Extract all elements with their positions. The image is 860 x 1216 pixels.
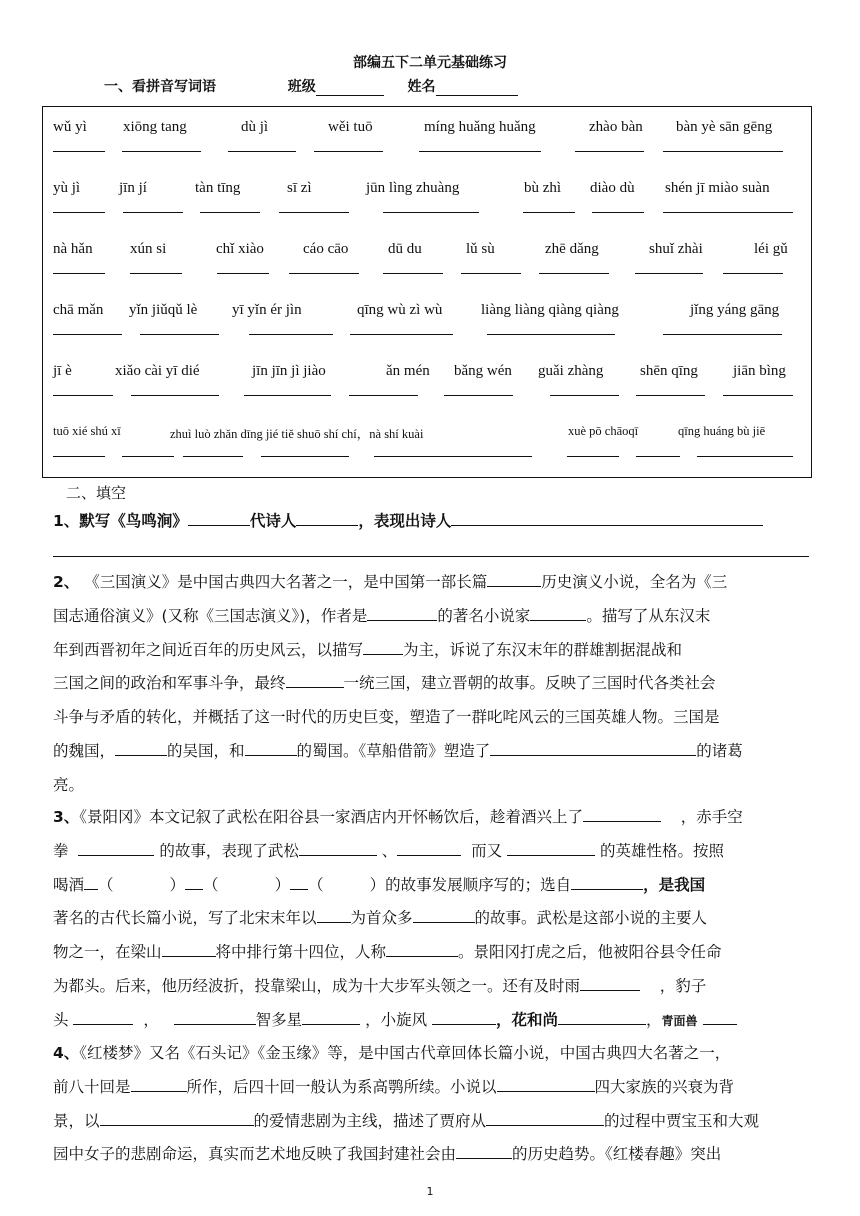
answer-blank[interactable] [185, 871, 203, 890]
question-text: 代诗人 [249, 512, 297, 530]
answer-blank[interactable] [558, 1006, 646, 1025]
answer-blank[interactable] [486, 1107, 604, 1126]
answer-line[interactable] [444, 395, 513, 396]
answer-line[interactable] [636, 395, 705, 396]
pinyin-row [43, 107, 813, 167]
section1-heading: 一、看拼音写词语 [104, 79, 216, 95]
pinyin-item: míng huǎng huǎng [424, 119, 536, 135]
answer-line[interactable] [122, 151, 201, 152]
answer-blank[interactable] [397, 837, 461, 856]
question-text: （ [98, 875, 114, 894]
pinyin-item: ǎn mén [386, 363, 430, 379]
answer-line[interactable] [635, 273, 703, 274]
question-number: 1、 [53, 512, 80, 530]
pinyin-item: yǐn jiǔqǔ lè [129, 302, 198, 318]
answer-line[interactable] [314, 151, 383, 152]
answer-line[interactable] [53, 151, 105, 152]
question-text: （ [203, 875, 219, 894]
question-text: （ [308, 875, 324, 894]
pinyin-item: xún si [130, 241, 167, 257]
answer-line[interactable] [487, 334, 615, 335]
pinyin-item: yī yǐn ér jìn [232, 302, 302, 318]
question-text: 著名的古代长篇小说，写了北宋末年以 [53, 909, 317, 928]
question-text: ） [169, 875, 186, 894]
pinyin-item: yù jì [53, 180, 81, 196]
pinyin-item: wǔ yì [53, 119, 87, 135]
question-text: 的故事。武松是这部小说的主要人 [474, 909, 708, 928]
question-text: ）的故事发展顺序写的；选自 [369, 875, 572, 894]
pinyin-item: qīng wù zì wù [357, 302, 443, 318]
answer-line[interactable] [523, 212, 575, 213]
question-text: 四大家族的兴衰为背 [594, 1077, 735, 1096]
answer-blank[interactable] [245, 737, 297, 756]
pinyin-item: bù zhì [524, 180, 562, 196]
question-text: 、 [381, 841, 398, 860]
answer-line[interactable] [289, 273, 359, 274]
question-text: 的英雄性格。按照 [600, 841, 725, 860]
question-text: 为主，诉说了东汉末年的群雄割据混战和 [403, 640, 683, 659]
answer-line[interactable] [539, 273, 609, 274]
answer-blank[interactable] [317, 904, 351, 923]
answer-line[interactable] [53, 395, 113, 396]
pinyin-item: bàn yè sān gēng [676, 119, 773, 135]
pinyin-item: jīn jīn jì jiào [252, 363, 326, 379]
question-text: 。描写了从东汉末 [586, 606, 711, 625]
question-text: 《景阳冈》本文记叙了武松在阳谷县一家酒店内开怀畅饮后，趁着酒兴上了 [79, 808, 584, 826]
answer-line[interactable] [244, 395, 331, 396]
question-text: 斗争与矛盾的转化，并概括了这一时代的历史巨变，塑造了一群叱咤风云的三国英雄人物。三国是 [53, 708, 720, 727]
answer-blank[interactable] [386, 938, 458, 957]
page-number: 1 [426, 1185, 434, 1198]
answer-blank[interactable] [703, 1006, 737, 1025]
question-text: ， [143, 1010, 159, 1029]
pinyin-item: wěi tuō [328, 119, 373, 135]
question-text: 的诸葛 [696, 741, 743, 760]
question-text: 头 [53, 1010, 69, 1029]
answer-line[interactable] [567, 456, 619, 457]
answer-line[interactable] [122, 456, 174, 457]
question-text: ， [643, 875, 659, 894]
answer-line[interactable] [374, 456, 532, 457]
answer-line[interactable] [550, 395, 619, 396]
pinyin-item: sī zì [287, 180, 312, 196]
answer-blank[interactable] [100, 1107, 254, 1126]
answer-line[interactable] [723, 395, 793, 396]
question-text: 默写《鸟鸣涧》 [79, 512, 188, 530]
answer-line[interactable] [663, 334, 782, 335]
answer-blank[interactable] [432, 1006, 496, 1025]
question-text: 历史演义小说，全名为《三 [541, 573, 728, 591]
pinyin-item: qīng huáng bù jiē [678, 424, 766, 438]
answer-blank[interactable] [507, 837, 595, 856]
question-text: ） [274, 875, 291, 894]
pinyin-item: lǔ sù [466, 241, 495, 257]
question-text: 园中女子的悲剧命运，真实而艺术地反映了我国封建社会由 [53, 1145, 457, 1164]
question-3 [53, 801, 809, 1039]
question-text: 将中排行第十四位，人称 [215, 943, 387, 962]
pinyin-item: chǐ xiào [216, 241, 264, 257]
question-text: 国志通俗演义》(又称《三国志演义》)，作者是 [53, 606, 368, 625]
pinyin-item: bǎng wén [454, 363, 512, 379]
question-text: 《红楼梦》又名《石头记》《金玉缘》等，是中国古代章回体长篇小说，中国古典四大名著之一， [79, 1044, 731, 1062]
answer-line[interactable] [697, 456, 793, 457]
answer-blank[interactable] [487, 568, 541, 587]
pinyin-item: diào dù [590, 180, 635, 196]
answer-line[interactable] [592, 212, 644, 213]
question-1 [53, 505, 809, 539]
answer-blank[interactable] [302, 1006, 360, 1025]
question-text: ，表现出诗人 [358, 512, 452, 530]
answer-blank[interactable] [188, 507, 250, 526]
pinyin-row [43, 351, 813, 411]
question-text: 一统三国，建立晋朝的故事。反映了三国时代各类社会 [343, 674, 716, 693]
question-text: 三国之间的政治和军事斗争，最终 [53, 674, 286, 693]
answer-line[interactable] [53, 456, 105, 457]
question-text: 为都头。后来，他历经波折，投靠梁山，成为十大步军头领之一。还有及时雨 [53, 976, 581, 995]
pinyin-item: shén jī miào suàn [665, 180, 770, 196]
question-text: ，赤手空 [680, 808, 743, 826]
answer-line[interactable] [217, 273, 269, 274]
question-text: 的故事，表现了武松 [159, 841, 299, 860]
answer-line[interactable] [228, 151, 296, 152]
pinyin-item: cáo cāo [303, 241, 349, 257]
pinyin-item: xiǎo cài yī dié [115, 363, 200, 379]
question-text: 景，以 [53, 1111, 100, 1130]
pinyin-item: xuè pō chāoqī [568, 424, 639, 438]
answer-line[interactable] [663, 151, 783, 152]
answer-line[interactable] [419, 151, 541, 152]
pinyin-item: zhuì luò zhǎn dīng jié tiě shuō shí chí，nà shí kuài [170, 427, 424, 441]
question-text: ，花和尚 [496, 1010, 559, 1029]
pinyin-item: jūn lìng zhuàng [366, 180, 460, 196]
question-number: 2、 [53, 573, 80, 591]
pinyin-item: shēn qīng [640, 363, 698, 379]
pinyin-row [43, 290, 813, 350]
question-text: 的吴国，和 [167, 741, 245, 760]
question-text: 青面兽 [661, 1013, 698, 1028]
answer-blank[interactable] [174, 1006, 256, 1025]
answer-blank[interactable] [73, 1006, 133, 1025]
answer-line[interactable] [636, 456, 680, 457]
question-text: 拳 [53, 841, 69, 860]
pinyin-row [43, 168, 813, 228]
pinyin-item: zhē dǎng [545, 241, 599, 257]
question-4 [53, 1037, 809, 1172]
question-number: 3、 [53, 808, 80, 826]
answer-line[interactable] [349, 395, 418, 396]
question-text: 的蜀国。《草船借箭》塑造了 [296, 741, 491, 760]
answer-blank[interactable] [162, 938, 216, 957]
question-text: 年到西晋初年之间近百年的历史风云，以描写 [53, 640, 364, 659]
answer-line[interactable] [140, 334, 219, 335]
pinyin-item: léi gǔ [754, 241, 788, 257]
answer-blank[interactable] [84, 871, 98, 890]
question-text: 智多星 [255, 1010, 303, 1029]
pinyin-item: liàng liàng qiàng qiàng [481, 302, 619, 318]
question-text: 而又 [471, 841, 503, 860]
pinyin-item: shuǐ zhài [649, 241, 703, 257]
pinyin-item: jīn jí [119, 180, 147, 196]
section2-heading: 二、填空 [66, 484, 127, 502]
question-text: 的过程中贾宝玉和大观 [604, 1111, 760, 1130]
answer-line[interactable] [183, 456, 243, 457]
answer-line[interactable] [575, 151, 644, 152]
answer-line[interactable] [53, 212, 105, 213]
answer-line[interactable] [261, 456, 349, 457]
question-text: 所作，后四十回一般认为系高鹗所续。小说以 [186, 1077, 497, 1096]
question-text: 物之一，在梁山 [53, 943, 162, 962]
question-text: 的历史趋势。《红楼春趣》突出 [512, 1145, 722, 1164]
pinyin-item: dū du [388, 241, 422, 257]
answer-blank[interactable] [451, 507, 763, 526]
class-blank[interactable] [316, 81, 384, 96]
answer-line[interactable] [200, 212, 260, 213]
name-blank[interactable] [436, 81, 518, 96]
worksheet-title: 部编五下二单元基础练习 [353, 55, 507, 71]
answer-blank[interactable] [490, 737, 696, 756]
question-text: ， [646, 1010, 662, 1029]
question-2 [53, 566, 809, 803]
answer-blank[interactable] [530, 602, 586, 621]
name-label: 姓名 [407, 79, 436, 95]
answer-blank[interactable] [290, 871, 308, 890]
question-text: 亮。 [53, 775, 85, 794]
answer-blank[interactable] [571, 871, 643, 890]
question-text: 的著名小说家 [437, 606, 531, 625]
pinyin-item: jī è [53, 363, 72, 379]
question-text: ，豹子 [659, 976, 707, 995]
answer-line[interactable] [723, 273, 783, 274]
question-text: 的魏国， [53, 741, 116, 760]
answer-blank[interactable] [296, 507, 358, 526]
answer-blank[interactable] [78, 837, 154, 856]
header-line [104, 76, 518, 96]
question-text: 的爱情悲剧为主线，描述了贾府从 [253, 1111, 487, 1130]
answer-line[interactable] [130, 273, 182, 274]
answer-line[interactable] [383, 273, 443, 274]
answer-line[interactable] [279, 212, 349, 213]
answer-blank[interactable] [131, 1073, 187, 1092]
question-text: 是我国 [658, 875, 706, 894]
answer-blank[interactable] [299, 837, 377, 856]
answer-blank[interactable] [497, 1073, 595, 1092]
answer-line[interactable] [53, 334, 122, 335]
pinyin-item: chā mǎn [53, 302, 104, 318]
class-label: 班级 [287, 79, 316, 95]
answer-line[interactable] [350, 334, 453, 335]
pinyin-item: nà hǎn [53, 241, 93, 257]
answer-line[interactable] [383, 212, 479, 213]
pinyin-row [43, 229, 813, 289]
question-text: 前八十回是 [53, 1077, 131, 1096]
pinyin-row [43, 412, 813, 472]
answer-line[interactable] [53, 273, 105, 274]
answer-line[interactable] [249, 334, 333, 335]
question-text: 。景阳冈打虎之后，他被阳谷县令任命 [458, 943, 722, 962]
answer-line[interactable] [131, 395, 219, 396]
pinyin-item: tuō xié shú xī [53, 424, 121, 438]
question-text: 为首众多 [350, 909, 413, 928]
answer-blank[interactable] [456, 1140, 512, 1159]
pinyin-item: zhào bàn [589, 119, 643, 135]
pinyin-item: jiān bìng [733, 363, 786, 379]
answer-blank[interactable] [363, 636, 403, 655]
pinyin-item: jǐng yáng gāng [690, 302, 780, 318]
answer-line-full[interactable] [53, 556, 809, 557]
answer-blank[interactable] [367, 602, 437, 621]
pinyin-item: tàn tīng [195, 180, 241, 196]
answer-blank[interactable] [583, 803, 661, 822]
question-number: 4、 [53, 1044, 80, 1062]
pinyin-item: xiōng tang [123, 119, 187, 135]
question-text: 《三国演义》是中国古典四大名著之一，是中国第一部长篇 [84, 573, 488, 591]
pinyin-item: dù jì [241, 119, 269, 135]
answer-blank[interactable] [115, 737, 167, 756]
answer-blank[interactable] [286, 669, 344, 688]
pinyin-item: guǎi zhàng [538, 363, 604, 379]
answer-line[interactable] [663, 212, 793, 213]
answer-blank[interactable] [413, 904, 475, 923]
question-text: 喝酒 [53, 875, 85, 894]
question-text: ，小旋风 [365, 1010, 428, 1029]
answer-blank[interactable] [580, 972, 640, 991]
answer-line[interactable] [461, 273, 521, 274]
answer-line[interactable] [123, 212, 183, 213]
pinyin-box [42, 106, 812, 478]
